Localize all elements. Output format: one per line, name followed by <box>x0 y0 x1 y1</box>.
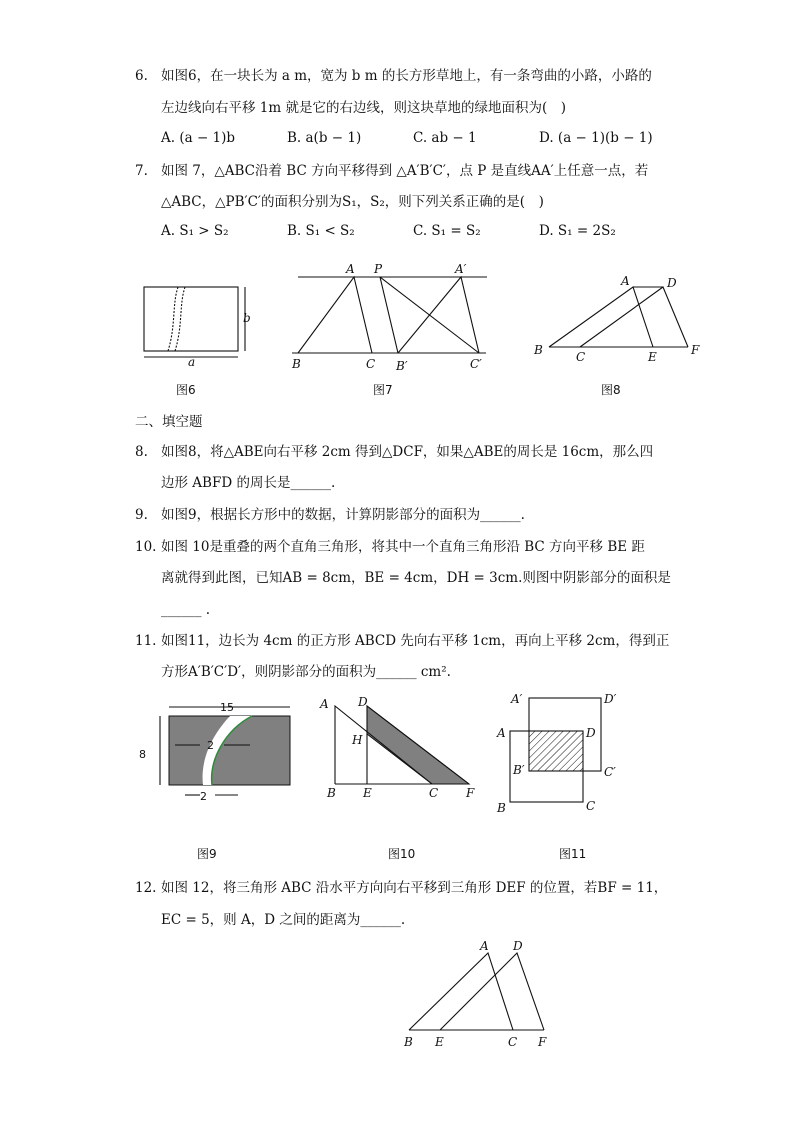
caption-fig11: 图11 <box>559 847 587 861</box>
question-number: 10. <box>135 539 157 555</box>
question-text-line: 如图 10是重叠的两个直角三角形，将其中一个直角三角形沿 BC 方向平移 BE 距 <box>161 539 645 555</box>
question-text-line: ______ . <box>161 602 211 618</box>
label-C-prime: C′ <box>604 765 616 779</box>
label-gap-2: 2 <box>207 739 214 752</box>
question-number: 6. <box>135 68 148 84</box>
option-c[interactable]: C. S₁ = S₂ <box>413 223 481 239</box>
question-number: 9. <box>135 507 148 523</box>
question-text-line: 方形A′B′C′D′，则阴影部分的面积为______ cm². <box>161 664 451 680</box>
label-8: 8 <box>139 748 146 761</box>
option-b[interactable]: B. a(b − 1) <box>287 130 362 146</box>
caption-fig10: 图10 <box>388 847 416 861</box>
question-text-line: 如图 7，△ABC沿着 BC 方向平移得到 △A′B′C′，点 P 是直线AA′上任意一点，若 <box>161 163 649 179</box>
label-B: B <box>497 801 506 815</box>
label-B-prime: B′ <box>396 359 408 373</box>
question-text-line: EC = 5，则 A，D 之间的距离为______. <box>161 912 406 928</box>
question-text-line: 如图11，边长为 4cm 的正方形 ABCD 先向右平移 1cm，再向上平移 2cm，得到正 <box>161 633 670 649</box>
label-C: C <box>429 786 439 800</box>
caption-fig7: 图7 <box>373 383 393 397</box>
label-C: C <box>366 357 376 371</box>
option-d[interactable]: D. S₁ = 2S₂ <box>539 223 616 239</box>
question-text-line: 边形 ABFD 的周长是______. <box>161 475 336 491</box>
caption-fig9: 图9 <box>197 847 217 861</box>
question-text-line: 如图6，在一块长为 a m，宽为 b m 的长方形草地上，有一条弯曲的小路，小路的 <box>161 68 652 84</box>
label-D: D <box>586 726 596 740</box>
option-b[interactable]: B. S₁ < S₂ <box>287 223 355 239</box>
label-F: F <box>538 1035 547 1049</box>
label-D: D <box>358 695 368 709</box>
label-B-prime: B′ <box>513 763 525 777</box>
label-C: C <box>508 1035 518 1049</box>
label-C-prime: C′ <box>470 357 482 371</box>
label-B: B <box>534 343 543 357</box>
question-text-line: △ABC，△PB′C′的面积分别为S₁，S₂，则下列关系正确的是( ) <box>161 194 544 210</box>
option-c[interactable]: C. ab − 1 <box>413 130 477 146</box>
label-F: F <box>466 786 475 800</box>
triangle-abc <box>409 953 513 1030</box>
label-C: C <box>586 799 596 813</box>
label-A: A <box>480 939 489 953</box>
label-15: 15 <box>220 701 234 714</box>
question-number: 12. <box>135 880 157 896</box>
question-text-line: 离就得到此图，已知AB = 8cm，BE = 4cm，DH = 3cm.则图中阴影部分的面积是 <box>161 570 671 586</box>
label-b: b <box>243 311 251 325</box>
question-number: 8. <box>135 444 148 460</box>
label-D: D <box>667 276 677 290</box>
label-gap-2-bottom: 2 <box>200 790 207 803</box>
label-A-prime: A′ <box>511 692 523 706</box>
label-E: E <box>363 786 372 800</box>
question-number: 11. <box>135 633 157 649</box>
section-heading: 二、填空题 <box>135 414 203 430</box>
option-a[interactable]: A. (a − 1)b <box>161 130 236 146</box>
caption-fig8: 图8 <box>601 383 621 397</box>
label-B: B <box>327 786 336 800</box>
label-A: A <box>320 697 329 711</box>
question-text-line: 左边线向右平移 1m 就是它的右边线，则这块草地的绿地面积为( ) <box>161 100 567 116</box>
label-C: C <box>576 350 586 364</box>
option-d[interactable]: D. (a − 1)(b − 1) <box>539 130 653 146</box>
caption-fig6: 图6 <box>176 383 196 397</box>
label-H: H <box>352 733 363 747</box>
label-E: E <box>435 1035 444 1049</box>
label-A: A <box>621 274 630 288</box>
question-number: 7. <box>135 163 148 179</box>
question-text-line: 如图 12，将三角形 ABC 沿水平方向向右平移到三角形 DEF 的位置，若BF = 11， <box>161 880 668 896</box>
label-E: E <box>648 350 657 364</box>
question-text-line: 如图8，将△ABE向右平移 2cm 得到△DCF，如果△ABE的周长是 16cm，那么四 <box>161 444 654 460</box>
label-D-prime: D′ <box>604 692 617 706</box>
label-A: A <box>346 262 355 276</box>
label-D: D <box>513 939 523 953</box>
label-A-prime: A′ <box>455 262 467 276</box>
label-B: B <box>404 1035 413 1049</box>
label-P: P <box>374 262 383 276</box>
label-F: F <box>691 343 700 357</box>
label-a: a <box>188 355 196 369</box>
option-a[interactable]: A. S₁ > S₂ <box>161 223 229 239</box>
label-B: B <box>292 357 301 371</box>
question-text-line: 如图9，根据长方形中的数据，计算阴影部分的面积为______. <box>161 507 525 523</box>
label-A: A <box>497 726 506 740</box>
